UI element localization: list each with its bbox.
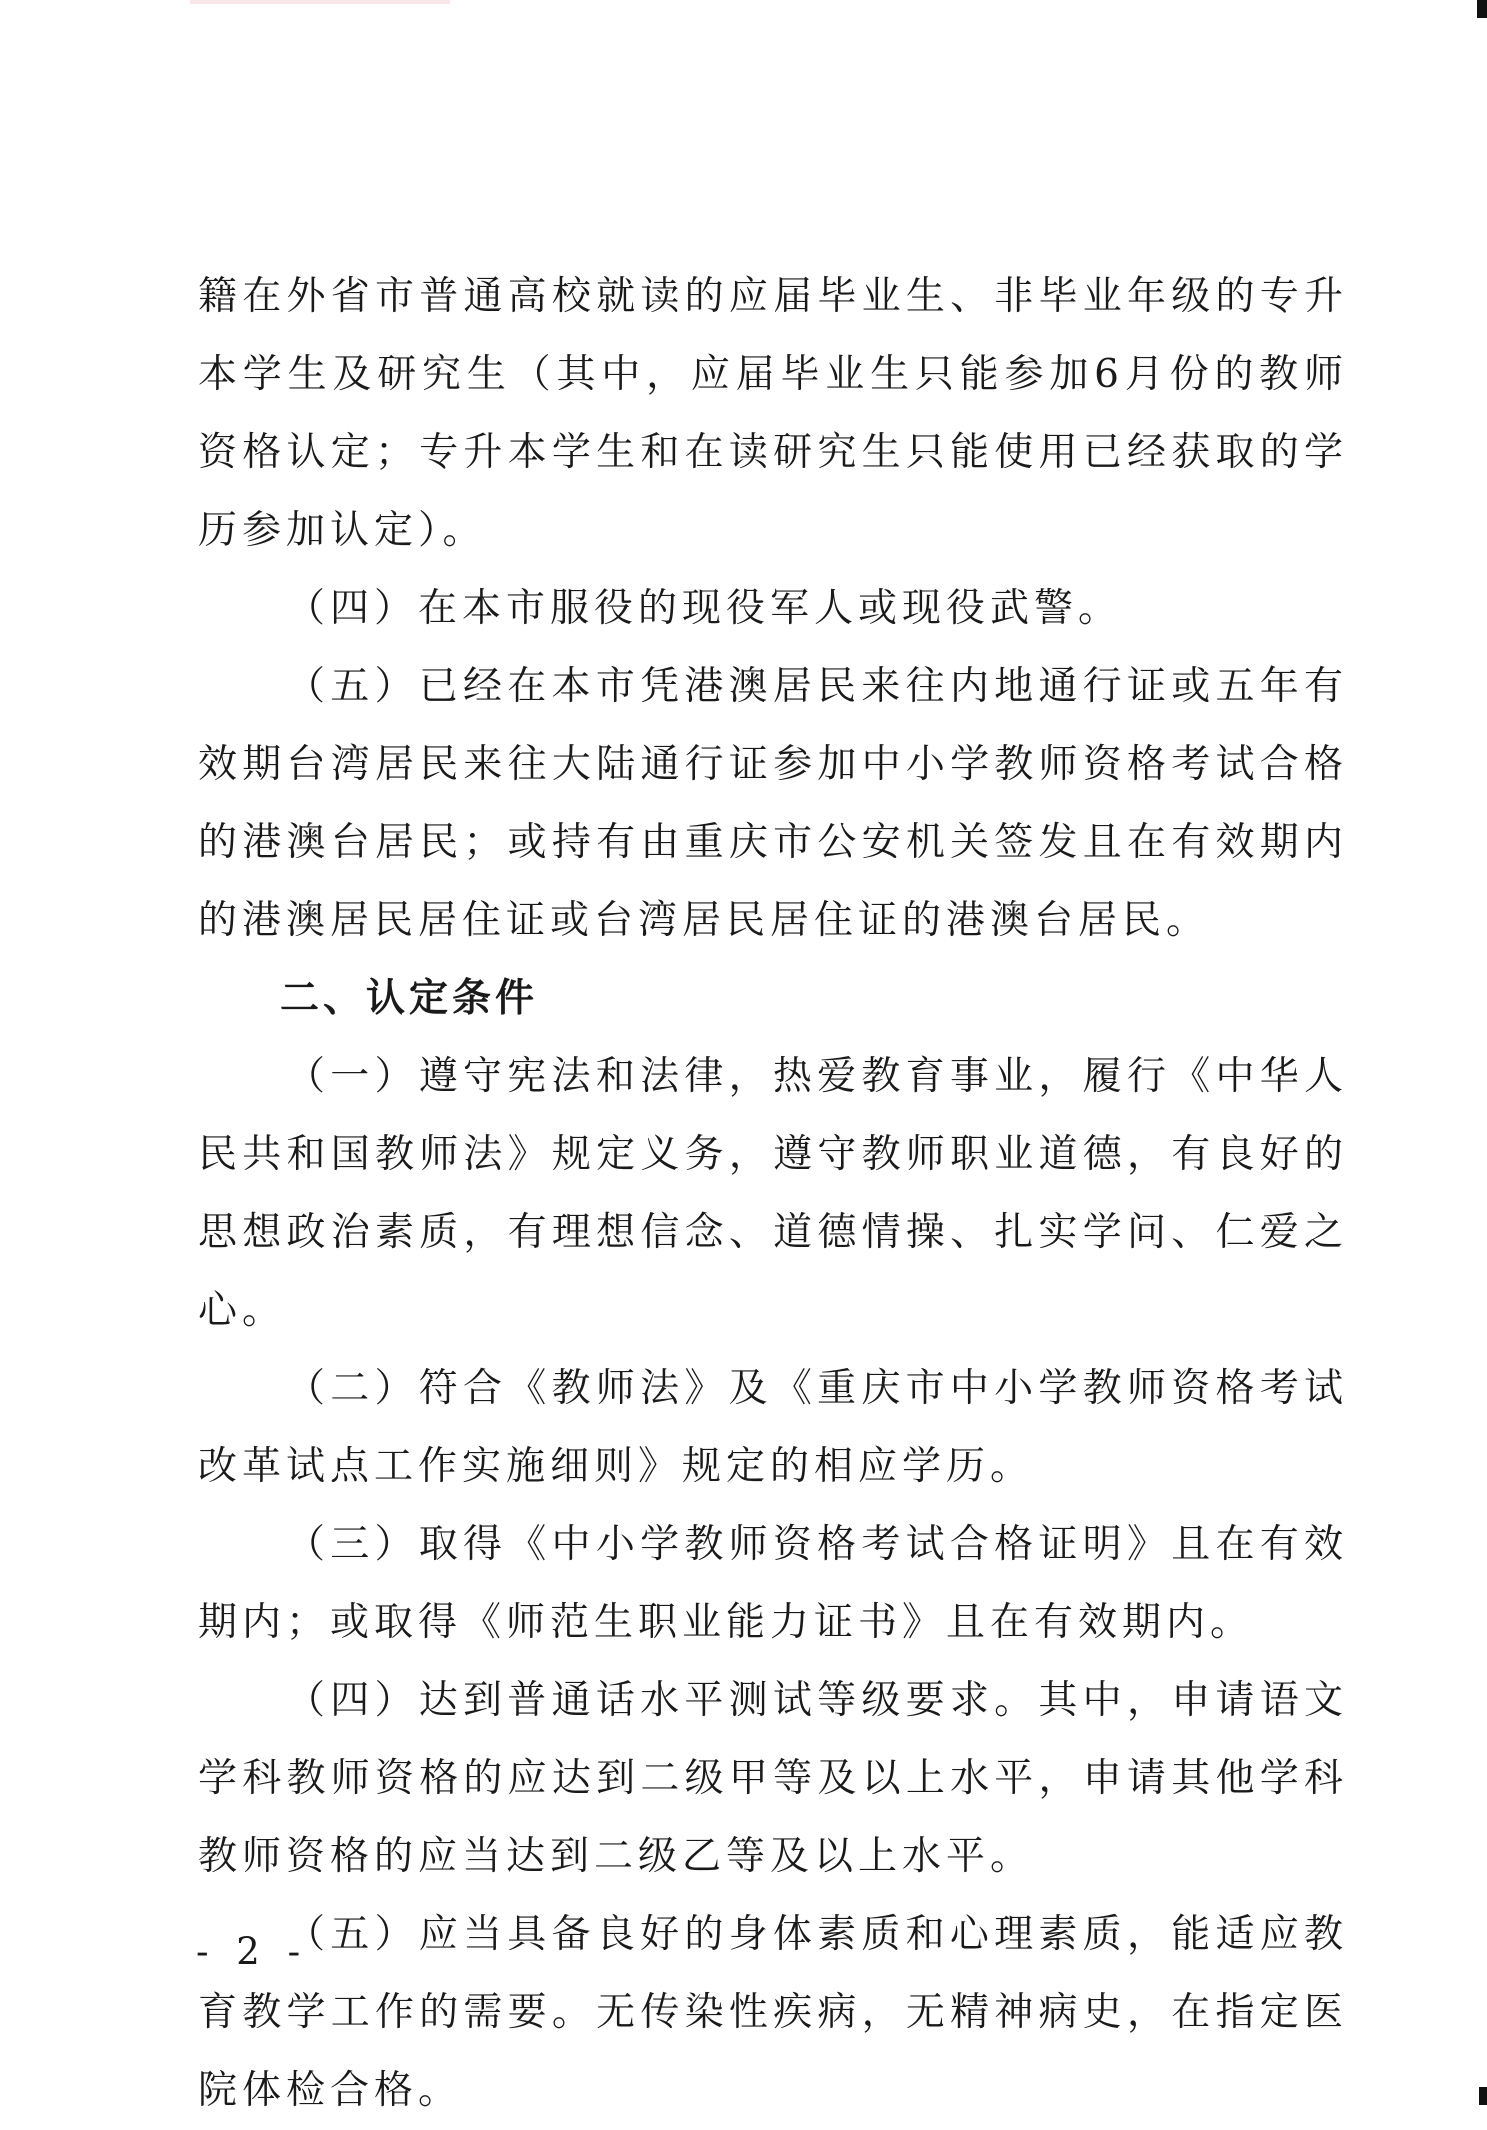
scan-edge-mark bbox=[1477, 0, 1487, 18]
paragraph-item-4: （四）在本市服役的现役军人或现役武警。 bbox=[286, 586, 1123, 631]
paragraph-item-5: （五）已经在本市凭港澳居民来往内地通行证或五年有效期台湾居民来往大陆通行证参加中小学教师资格考试合格的港澳台居民；或持有由重庆市公安机关签发且在有效期内的港澳居民居住证或台湾居民居住证的港澳台居民。 bbox=[198, 664, 1348, 943]
condition-5: （五）应当具备良好的身体素质和心理素质，能适应教育教学工作的需要。无传染性疾病，无精神病史，在指定医院体检合格。 bbox=[198, 1912, 1348, 2113]
section-heading: 二、认定条件 bbox=[280, 976, 539, 1021]
scan-artifact bbox=[190, 0, 450, 4]
condition-2: （二）符合《教师法》及《重庆市中小学教师资格考试改革试点工作实施细则》规定的相应学历。 bbox=[198, 1366, 1348, 1489]
condition-3: （三）取得《中小学教师资格考试合格证明》且在有效期内；或取得《师范生职业能力证书》且在有效期内。 bbox=[198, 1522, 1348, 1645]
page-number: - 2 - bbox=[196, 1930, 309, 1973]
condition-1: （一）遵守宪法和法律，热爱教育事业，履行《中华人民共和国教师法》规定义务，遵守教师职业道德，有良好的思想政治素质，有理想信念、道德情操、扎实学问、仁爱之心。 bbox=[198, 1054, 1348, 1333]
paragraph-continuation: 籍在外省市普通高校就读的应届毕业生、非毕业年级的专升本学生及研究生（其中，应届毕业生只能参加6月份的教师资格认定；专升本学生和在读研究生只能使用已经获取的学历参加认定）。 bbox=[198, 274, 1348, 553]
scan-edge-mark bbox=[1479, 2087, 1487, 2105]
condition-4: （四）达到普通话水平测试等级要求。其中，申请语文学科教师资格的应达到二级甲等及以上水平，申请其他学科教师资格的应当达到二级乙等及以上水平。 bbox=[198, 1678, 1348, 1879]
document-body bbox=[198, 258, 1348, 2130]
